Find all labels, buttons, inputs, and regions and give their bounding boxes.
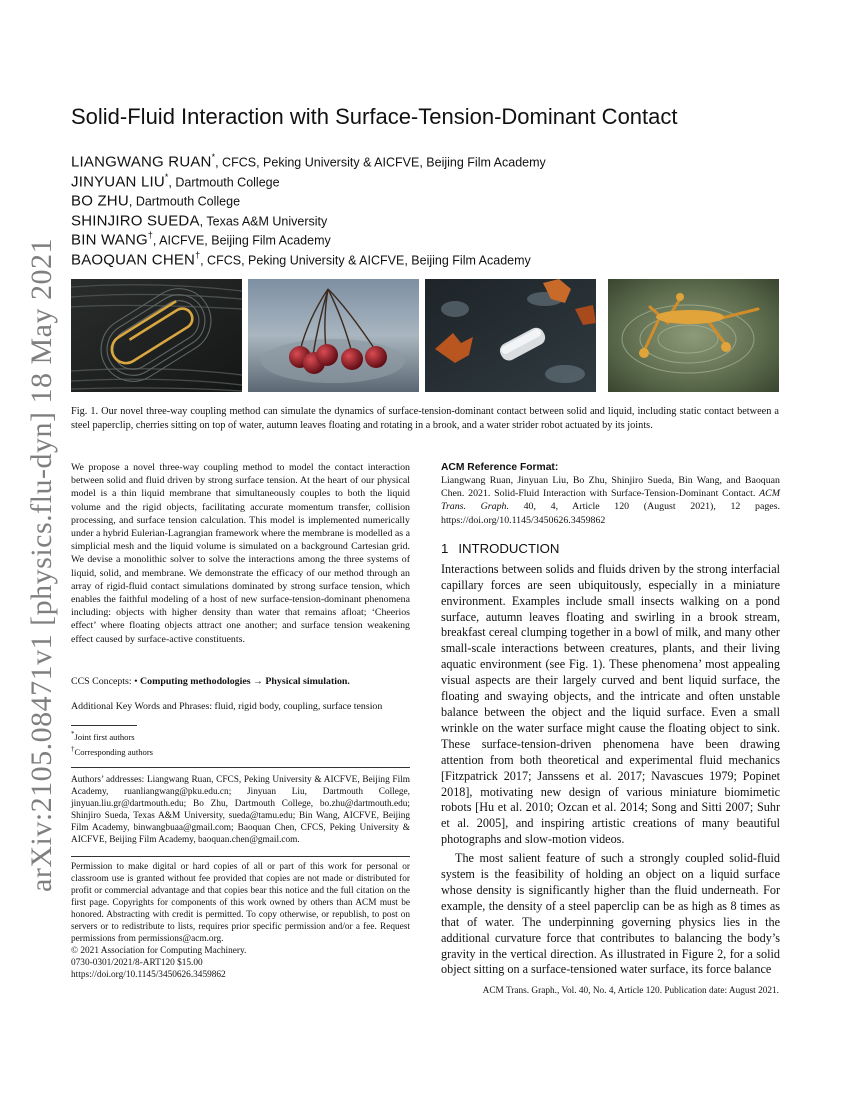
intro-paragraph-2: The most salient feature of such a strongly coupled solid-fluid system is the feasibility of holding an object on a liquid surface whose density is significantly higher than the fluid underneath. For example, the density of a steel paperclip can be as high as 8 times as that of water. The underpinning governing physics lies in the additional curvature force that contributes to balancing the body’s gravity in the vertical direction. As illustrated in Figure 2, for a solid object sitting on a surface-tensioned water surface, its force balance — [441, 851, 780, 977]
ccs-label: CCS Concepts: • — [71, 676, 138, 687]
author-list — [71, 148, 546, 269]
figure-panel-paperclip — [71, 279, 242, 392]
author-name: BIN WANG — [71, 231, 148, 249]
issn-line: 0730-0301/2021/8-ART120 $15.00 — [71, 957, 203, 968]
acm-reference-heading: ACM Reference Format: — [441, 462, 559, 473]
author-mark: * — [164, 171, 169, 182]
author-affiliation: , CFCS, Peking University & AICFVE, Beijing Film Academy — [215, 155, 546, 170]
author-addresses: Authors’ addresses: Liangwang Ruan, CFCS, Peking University & AICFVE, Beijing Film Academy, ruanliangwang@pku.edu.cn; Jinyuan Liu, Dartmouth College, jinyuan.liu.gr@dartmouth.edu; Bo Zhu, Dartmouth College, bo.zhu@dartmouth.edu; Shinjiro Sueda, Texas A&M University, sueda@tamu.edu; Bin Wang, AICFVE, Beijing Film Academy, binwangbuaa@gmail.com; Baoquan Chen, CFCS, Peking University & AICFVE, Beijing Film Academy, baoquan.chen@gmail.com. — [71, 774, 410, 845]
copyright-line: © 2021 Association for Computing Machinery. — [71, 945, 247, 956]
intro-paragraph-1: Interactions between solids and fluids driven by the strong interfacial capillary forces are seen ubiquitously, especially in a miniature environment. Examples include small insects walking on a pond surface, autumn leaves floating and swirling in a brook stream, breakfast cereal clumping together in a bowl of milk, and many other small-scale interactions between creatures, plants, and their living aquatic environment (see Fig. 1). These phenomena’ most appealing visual aspects are their largely curved and bent liquid surface, the floating and swaying objects, and the intricate and often unstable balance between the object and the liquid surface. Even a small wrinkle on the water surface might cause the floating object to sink. These surface-tension-driven phenomena have been drawing attention from both theoretical and experimental fluid mechanics [Fitzpatrick 2017; Janssens et al. 2017; Navascues 1979; Popinet 2018], motivating new design of various miniature biomimetic robots [Hu et al. 2010; Ozcan et al. 2014; Song and Sitti 2007; Suhr et al. 2005], and inspiring artistic creations of many beautiful photographs and slow-motion videos. — [441, 561, 780, 847]
author-line — [71, 168, 546, 188]
acm-reference-journal: ACM Trans. Graph. — [441, 488, 780, 513]
author-line — [71, 148, 546, 171]
author-affiliation: , AICFVE, Beijing Film Academy — [152, 233, 331, 248]
author-affiliation: , Dartmouth College — [168, 174, 280, 189]
doi-link[interactable]: https://doi.org/10.1145/3450626.3459862 — [71, 969, 226, 980]
figure-panel-water-strider — [608, 279, 779, 392]
figure-caption-text: Our novel three-way coupling method can simulate the dynamics of surface-tension-dominant contact between solid and liquid, including static contact between a steel paperclip, cherries sitting on top of water, autumn leaves floating and rotating in a brook, and a water strider robot actuated by its joints. — [71, 406, 780, 431]
footnote-text: Corresponding authors — [74, 746, 154, 757]
teaser-figure — [71, 279, 779, 392]
author-affiliation: , CFCS, Peking University & AICFVE, Beijing Film Academy — [200, 253, 531, 268]
author-line — [71, 207, 546, 230]
ccs-value: Computing methodologies → Physical simulation. — [140, 676, 350, 687]
section-number: 1 — [441, 540, 449, 556]
author-line — [71, 187, 546, 210]
left-column — [71, 461, 410, 981]
acm-reference-text: Liangwang Ruan, Jinyuan Liu, Bo Zhu, Shinjiro Sueda, Bin Wang, and Baoquan Chen. 2021. Solid-Fluid Interaction with Surface-Tension-Dominant Contact. — [441, 475, 780, 500]
cherries-illustration — [248, 279, 419, 392]
author-name: BO ZHU — [71, 192, 129, 210]
author-mark: * — [211, 152, 216, 162]
page-footer: ACM Trans. Graph., Vol. 40, No. 4, Article 120. Publication date: August 2021. — [482, 986, 779, 996]
water-strider-illustration — [608, 279, 779, 392]
abstract: We propose a novel three-way coupling method to model the contact interaction between solid and fluid driven by strong surface tension. At the heart of our physical model is a thin liquid membrane that simultaneously couples to both the liquid volume and the rigid objects, facilitating accurate momentum transfer, collision processing, and surface tension calculation. This model is implemented numerically under a hybrid Eulerian-Lagrangian framework where the membrane is modelled as a simplicial mesh and the liquid volume is simulated on a background Cartesian grid. We devise a monolithic solver to solve the interactions among the three systems of liquid, solid, and membrane. We demonstrate the efficacy of our method through an array of rigid-fluid contact simulations dominated by strong surface tension, which enables the faithful modeling of a host of new surface-tension-dominant phenomena including: objects with higher density than water that remains afloat; ‘Cheerios effect’ where floating objects attract one another; and surface tension weakening effect caused by surface-active constituents. — [71, 462, 410, 645]
section-heading — [441, 541, 780, 556]
ccs-concepts — [71, 675, 410, 688]
address-rule — [71, 767, 410, 768]
author-mark: † — [195, 249, 201, 260]
footnote — [71, 729, 410, 744]
footnote-text: Joint first authors — [74, 732, 135, 743]
author-name: JINYUAN LIU — [71, 172, 165, 190]
author-affiliation: , Texas A&M University — [199, 214, 328, 229]
author-line — [71, 226, 546, 249]
permission-notice: Permission to make digital or hard copies of all or part of this work for personal or classroom use is granted without fee provided that copies are not made or distributed for profit or commercial advantage and that copies bear this notice and the full citation on the first page. Copyrights for components of this work owned by others than ACM must be honored. Abstracting with credit is permitted. To copy otherwise, or republish, to post on servers or to redistribute to lists, requires prior specific permission and/or a fee. Request permissions from permissions@acm.org. — [71, 861, 410, 944]
footnote — [71, 744, 410, 759]
author-name: BAOQUAN CHEN — [71, 251, 196, 269]
footnote-mark: * — [71, 730, 75, 739]
paperclip-illustration — [71, 279, 242, 392]
author-line — [71, 246, 546, 269]
figure-caption — [71, 405, 779, 432]
author-name: LIANGWANG RUAN — [71, 153, 212, 171]
acm-reference-details: 40, 4, Article 120 (August 2021), 12 pages. https://doi.org/10.1145/3450626.3459862 — [441, 501, 780, 526]
right-column — [441, 461, 780, 978]
footnote-mark: † — [71, 745, 75, 754]
author-mark: † — [147, 230, 153, 241]
section-title: INTRODUCTION — [458, 540, 560, 556]
figure-panel-cherries — [248, 279, 419, 392]
permission-rule — [71, 856, 410, 857]
arxiv-stamp-text: arXiv:2105.08471v1 [physics.flu-dyn] 18 May 2021 — [25, 238, 58, 892]
keywords: Additional Key Words and Phrases: fluid, rigid body, coupling, surface tension — [71, 701, 383, 713]
figure-panel-leaves — [425, 279, 596, 392]
author-name: SHINJIRO SUEDA — [71, 212, 200, 230]
leaves-illustration — [425, 279, 596, 392]
acm-reference — [441, 474, 780, 527]
author-affiliation: , Dartmouth College — [128, 194, 241, 209]
paper-title: Solid-Fluid Interaction with Surface-Tension-Dominant Contact — [71, 104, 678, 129]
arxiv-identifier-stamp — [22, 238, 62, 892]
figure-label: Fig. 1. — [71, 406, 99, 417]
footnote-rule — [71, 725, 137, 726]
